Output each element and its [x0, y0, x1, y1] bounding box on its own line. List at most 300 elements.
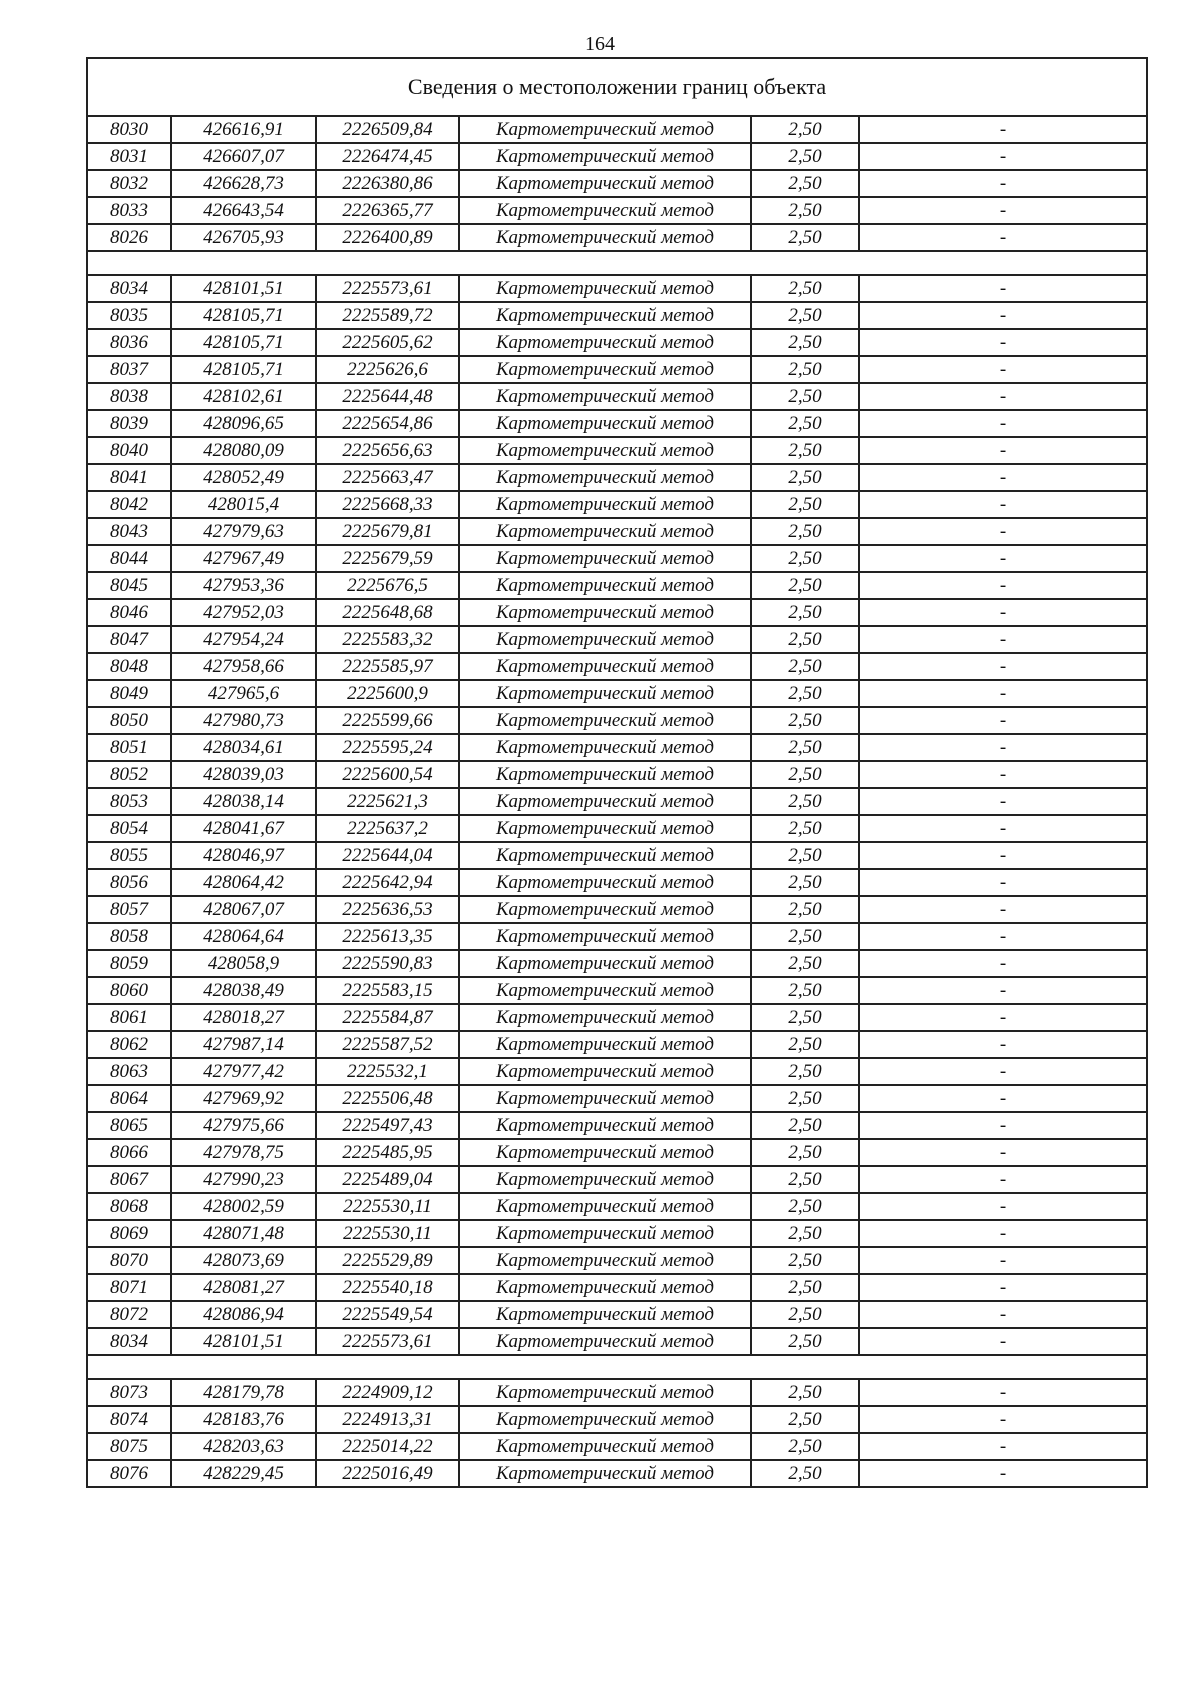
method-cell: Картометрический метод	[459, 1085, 751, 1112]
point-number-cell: 8039	[87, 410, 171, 437]
description-cell: -	[859, 653, 1147, 680]
y-coordinate-cell: 2225644,48	[316, 383, 459, 410]
x-coordinate-cell: 428183,76	[171, 1406, 316, 1433]
point-number-cell: 8057	[87, 896, 171, 923]
table-row	[87, 1301, 1147, 1328]
description-cell: -	[859, 383, 1147, 410]
x-coordinate-cell: 427958,66	[171, 653, 316, 680]
method-cell: Картометрический метод	[459, 170, 751, 197]
x-coordinate-cell: 427965,6	[171, 680, 316, 707]
description-cell: -	[859, 224, 1147, 251]
point-number-cell: 8040	[87, 437, 171, 464]
y-coordinate-cell: 2225532,1	[316, 1058, 459, 1085]
x-coordinate-cell: 428064,64	[171, 923, 316, 950]
group-separator-row	[87, 1355, 1147, 1379]
table-row	[87, 1139, 1147, 1166]
x-coordinate-cell: 428038,49	[171, 977, 316, 1004]
description-cell: -	[859, 116, 1147, 143]
method-cell: Картометрический метод	[459, 1058, 751, 1085]
method-cell: Картометрический метод	[459, 1193, 751, 1220]
y-coordinate-cell: 2225605,62	[316, 329, 459, 356]
method-cell: Картометрический метод	[459, 1139, 751, 1166]
y-coordinate-cell: 2225642,94	[316, 869, 459, 896]
description-cell: -	[859, 626, 1147, 653]
table-row	[87, 116, 1147, 143]
x-coordinate-cell: 428067,07	[171, 896, 316, 923]
point-number-cell: 8034	[87, 1328, 171, 1355]
point-number-cell: 8036	[87, 329, 171, 356]
method-cell: Картометрический метод	[459, 950, 751, 977]
method-cell: Картометрический метод	[459, 464, 751, 491]
table-row	[87, 410, 1147, 437]
table-row	[87, 815, 1147, 842]
point-number-cell: 8048	[87, 653, 171, 680]
table-row	[87, 1058, 1147, 1085]
x-coordinate-cell: 427979,63	[171, 518, 316, 545]
point-number-cell: 8037	[87, 356, 171, 383]
method-cell: Картометрический метод	[459, 143, 751, 170]
y-coordinate-cell: 2225668,33	[316, 491, 459, 518]
table-row	[87, 896, 1147, 923]
description-cell: -	[859, 1220, 1147, 1247]
point-number-cell: 8073	[87, 1379, 171, 1406]
y-coordinate-cell: 2225584,87	[316, 1004, 459, 1031]
accuracy-cell: 2,50	[751, 437, 859, 464]
accuracy-cell: 2,50	[751, 197, 859, 224]
x-coordinate-cell: 428073,69	[171, 1247, 316, 1274]
method-cell: Картометрический метод	[459, 1004, 751, 1031]
y-coordinate-cell: 2225656,63	[316, 437, 459, 464]
description-cell: -	[859, 923, 1147, 950]
method-cell: Картометрический метод	[459, 734, 751, 761]
x-coordinate-cell: 428071,48	[171, 1220, 316, 1247]
y-coordinate-cell: 2225583,15	[316, 977, 459, 1004]
table-row	[87, 1274, 1147, 1301]
method-cell: Картометрический метод	[459, 197, 751, 224]
accuracy-cell: 2,50	[751, 170, 859, 197]
accuracy-cell: 2,50	[751, 572, 859, 599]
description-cell: -	[859, 275, 1147, 302]
y-coordinate-cell: 2225589,72	[316, 302, 459, 329]
x-coordinate-cell: 427967,49	[171, 545, 316, 572]
x-coordinate-cell: 426607,07	[171, 143, 316, 170]
point-number-cell: 8026	[87, 224, 171, 251]
method-cell: Картометрический метод	[459, 1406, 751, 1433]
method-cell: Картометрический метод	[459, 1379, 751, 1406]
table-row	[87, 1406, 1147, 1433]
x-coordinate-cell: 427954,24	[171, 626, 316, 653]
y-coordinate-cell: 2225585,97	[316, 653, 459, 680]
description-cell: -	[859, 1274, 1147, 1301]
description-cell: -	[859, 599, 1147, 626]
y-coordinate-cell: 2225529,89	[316, 1247, 459, 1274]
accuracy-cell: 2,50	[751, 842, 859, 869]
method-cell: Картометрический метод	[459, 410, 751, 437]
description-cell: -	[859, 1166, 1147, 1193]
table-row	[87, 224, 1147, 251]
accuracy-cell: 2,50	[751, 626, 859, 653]
table-row	[87, 1379, 1147, 1406]
table-row	[87, 1004, 1147, 1031]
description-cell: -	[859, 1379, 1147, 1406]
point-number-cell: 8034	[87, 275, 171, 302]
y-coordinate-cell: 2225600,9	[316, 680, 459, 707]
y-coordinate-cell: 2225663,47	[316, 464, 459, 491]
y-coordinate-cell: 2225600,54	[316, 761, 459, 788]
group-separator	[87, 251, 1147, 275]
y-coordinate-cell: 2225595,24	[316, 734, 459, 761]
table-row	[87, 1247, 1147, 1274]
y-coordinate-cell: 2225016,49	[316, 1460, 459, 1487]
method-cell: Картометрический метод	[459, 680, 751, 707]
point-number-cell: 8074	[87, 1406, 171, 1433]
point-number-cell: 8072	[87, 1301, 171, 1328]
accuracy-cell: 2,50	[751, 329, 859, 356]
y-coordinate-cell: 2225679,81	[316, 518, 459, 545]
description-cell: -	[859, 707, 1147, 734]
y-coordinate-cell: 2225590,83	[316, 950, 459, 977]
accuracy-cell: 2,50	[751, 923, 859, 950]
y-coordinate-cell: 2225540,18	[316, 1274, 459, 1301]
accuracy-cell: 2,50	[751, 545, 859, 572]
method-cell: Картометрический метод	[459, 1112, 751, 1139]
x-coordinate-cell: 428105,71	[171, 356, 316, 383]
x-coordinate-cell: 428179,78	[171, 1379, 316, 1406]
table-row	[87, 599, 1147, 626]
point-number-cell: 8066	[87, 1139, 171, 1166]
description-cell: -	[859, 842, 1147, 869]
accuracy-cell: 2,50	[751, 1139, 859, 1166]
group-separator	[87, 1355, 1147, 1379]
point-number-cell: 8060	[87, 977, 171, 1004]
description-cell: -	[859, 329, 1147, 356]
table-row	[87, 1460, 1147, 1487]
point-number-cell: 8067	[87, 1166, 171, 1193]
y-coordinate-cell: 2226400,89	[316, 224, 459, 251]
x-coordinate-cell: 428102,61	[171, 383, 316, 410]
table-row	[87, 1328, 1147, 1355]
description-cell: -	[859, 143, 1147, 170]
table-row	[87, 1220, 1147, 1247]
table-row	[87, 356, 1147, 383]
description-cell: -	[859, 1085, 1147, 1112]
x-coordinate-cell: 428096,65	[171, 410, 316, 437]
x-coordinate-cell: 428105,71	[171, 302, 316, 329]
method-cell: Картометрический метод	[459, 1031, 751, 1058]
point-number-cell: 8056	[87, 869, 171, 896]
accuracy-cell: 2,50	[751, 224, 859, 251]
description-cell: -	[859, 572, 1147, 599]
accuracy-cell: 2,50	[751, 143, 859, 170]
description-cell: -	[859, 1112, 1147, 1139]
x-coordinate-cell: 428101,51	[171, 275, 316, 302]
y-coordinate-cell: 2225014,22	[316, 1433, 459, 1460]
x-coordinate-cell: 426616,91	[171, 116, 316, 143]
x-coordinate-cell: 428015,4	[171, 491, 316, 518]
accuracy-cell: 2,50	[751, 653, 859, 680]
table-row	[87, 1085, 1147, 1112]
table-row	[87, 950, 1147, 977]
x-coordinate-cell: 428018,27	[171, 1004, 316, 1031]
y-coordinate-cell: 2225583,32	[316, 626, 459, 653]
point-number-cell: 8051	[87, 734, 171, 761]
x-coordinate-cell: 426628,73	[171, 170, 316, 197]
y-coordinate-cell: 2226474,45	[316, 143, 459, 170]
table-row	[87, 491, 1147, 518]
y-coordinate-cell: 2226509,84	[316, 116, 459, 143]
y-coordinate-cell: 2225637,2	[316, 815, 459, 842]
x-coordinate-cell: 427953,36	[171, 572, 316, 599]
x-coordinate-cell: 428086,94	[171, 1301, 316, 1328]
point-number-cell: 8069	[87, 1220, 171, 1247]
table-row	[87, 869, 1147, 896]
point-number-cell: 8047	[87, 626, 171, 653]
method-cell: Картометрический метод	[459, 1328, 751, 1355]
method-cell: Картометрический метод	[459, 437, 751, 464]
method-cell: Картометрический метод	[459, 626, 751, 653]
point-number-cell: 8068	[87, 1193, 171, 1220]
method-cell: Картометрический метод	[459, 761, 751, 788]
point-number-cell: 8055	[87, 842, 171, 869]
method-cell: Картометрический метод	[459, 1166, 751, 1193]
description-cell: -	[859, 302, 1147, 329]
point-number-cell: 8038	[87, 383, 171, 410]
accuracy-cell: 2,50	[751, 518, 859, 545]
description-cell: -	[859, 1406, 1147, 1433]
table-body	[87, 58, 1147, 1487]
description-cell: -	[859, 1247, 1147, 1274]
description-cell: -	[859, 896, 1147, 923]
table-row	[87, 383, 1147, 410]
x-coordinate-cell: 428041,67	[171, 815, 316, 842]
accuracy-cell: 2,50	[751, 1460, 859, 1487]
point-number-cell: 8035	[87, 302, 171, 329]
accuracy-cell: 2,50	[751, 1004, 859, 1031]
method-cell: Картометрический метод	[459, 599, 751, 626]
accuracy-cell: 2,50	[751, 116, 859, 143]
table-row	[87, 1166, 1147, 1193]
description-cell: -	[859, 869, 1147, 896]
description-cell: -	[859, 734, 1147, 761]
point-number-cell: 8033	[87, 197, 171, 224]
table-row	[87, 545, 1147, 572]
method-cell: Картометрический метод	[459, 1220, 751, 1247]
y-coordinate-cell: 2226365,77	[316, 197, 459, 224]
method-cell: Картометрический метод	[459, 302, 751, 329]
accuracy-cell: 2,50	[751, 869, 859, 896]
x-coordinate-cell: 427977,42	[171, 1058, 316, 1085]
point-number-cell: 8050	[87, 707, 171, 734]
point-number-cell: 8062	[87, 1031, 171, 1058]
accuracy-cell: 2,50	[751, 275, 859, 302]
accuracy-cell: 2,50	[751, 410, 859, 437]
boundary-coordinates-table	[86, 57, 1148, 1488]
x-coordinate-cell: 427952,03	[171, 599, 316, 626]
point-number-cell: 8076	[87, 1460, 171, 1487]
y-coordinate-cell: 2225636,53	[316, 896, 459, 923]
x-coordinate-cell: 428052,49	[171, 464, 316, 491]
y-coordinate-cell: 2225613,35	[316, 923, 459, 950]
x-coordinate-cell: 428105,71	[171, 329, 316, 356]
method-cell: Картометрический метод	[459, 329, 751, 356]
point-number-cell: 8042	[87, 491, 171, 518]
method-cell: Картометрический метод	[459, 869, 751, 896]
description-cell: -	[859, 437, 1147, 464]
table-row	[87, 734, 1147, 761]
method-cell: Картометрический метод	[459, 224, 751, 251]
x-coordinate-cell: 428038,14	[171, 788, 316, 815]
table-row	[87, 680, 1147, 707]
x-coordinate-cell: 427990,23	[171, 1166, 316, 1193]
accuracy-cell: 2,50	[751, 1193, 859, 1220]
y-coordinate-cell: 2225489,04	[316, 1166, 459, 1193]
table-row	[87, 788, 1147, 815]
description-cell: -	[859, 170, 1147, 197]
group-separator-row	[87, 251, 1147, 275]
table-row	[87, 464, 1147, 491]
description-cell: -	[859, 491, 1147, 518]
description-cell: -	[859, 1460, 1147, 1487]
accuracy-cell: 2,50	[751, 707, 859, 734]
accuracy-cell: 2,50	[751, 1031, 859, 1058]
description-cell: -	[859, 977, 1147, 1004]
table-row	[87, 1031, 1147, 1058]
x-coordinate-cell: 428101,51	[171, 1328, 316, 1355]
table-row	[87, 329, 1147, 356]
y-coordinate-cell: 2225676,5	[316, 572, 459, 599]
x-coordinate-cell: 428039,03	[171, 761, 316, 788]
accuracy-cell: 2,50	[751, 1433, 859, 1460]
table-row	[87, 302, 1147, 329]
description-cell: -	[859, 950, 1147, 977]
point-number-cell: 8063	[87, 1058, 171, 1085]
point-number-cell: 8041	[87, 464, 171, 491]
method-cell: Картометрический метод	[459, 707, 751, 734]
description-cell: -	[859, 1031, 1147, 1058]
x-coordinate-cell: 428203,63	[171, 1433, 316, 1460]
y-coordinate-cell: 2225497,43	[316, 1112, 459, 1139]
description-cell: -	[859, 1328, 1147, 1355]
y-coordinate-cell: 2225573,61	[316, 275, 459, 302]
table-row	[87, 518, 1147, 545]
accuracy-cell: 2,50	[751, 491, 859, 518]
table-row	[87, 626, 1147, 653]
accuracy-cell: 2,50	[751, 761, 859, 788]
y-coordinate-cell: 2225506,48	[316, 1085, 459, 1112]
description-cell: -	[859, 761, 1147, 788]
x-coordinate-cell: 427980,73	[171, 707, 316, 734]
point-number-cell: 8044	[87, 545, 171, 572]
table-title: Сведения о местоположении границ объекта	[87, 58, 1147, 116]
table-row	[87, 842, 1147, 869]
x-coordinate-cell: 427978,75	[171, 1139, 316, 1166]
table-row	[87, 1433, 1147, 1460]
x-coordinate-cell: 428058,9	[171, 950, 316, 977]
method-cell: Картометрический метод	[459, 275, 751, 302]
method-cell: Картометрический метод	[459, 383, 751, 410]
y-coordinate-cell: 2225626,6	[316, 356, 459, 383]
table-row	[87, 437, 1147, 464]
accuracy-cell: 2,50	[751, 734, 859, 761]
x-coordinate-cell: 427969,92	[171, 1085, 316, 1112]
accuracy-cell: 2,50	[751, 1328, 859, 1355]
description-cell: -	[859, 464, 1147, 491]
description-cell: -	[859, 197, 1147, 224]
table-row	[87, 977, 1147, 1004]
method-cell: Картометрический метод	[459, 977, 751, 1004]
table-row	[87, 197, 1147, 224]
y-coordinate-cell: 2225587,52	[316, 1031, 459, 1058]
y-coordinate-cell: 2225549,54	[316, 1301, 459, 1328]
accuracy-cell: 2,50	[751, 1166, 859, 1193]
x-coordinate-cell: 426705,93	[171, 224, 316, 251]
x-coordinate-cell: 428034,61	[171, 734, 316, 761]
description-cell: -	[859, 815, 1147, 842]
point-number-cell: 8061	[87, 1004, 171, 1031]
accuracy-cell: 2,50	[751, 383, 859, 410]
accuracy-cell: 2,50	[751, 788, 859, 815]
table-row	[87, 761, 1147, 788]
x-coordinate-cell: 428229,45	[171, 1460, 316, 1487]
x-coordinate-cell: 428046,97	[171, 842, 316, 869]
table-row	[87, 923, 1147, 950]
point-number-cell: 8043	[87, 518, 171, 545]
description-cell: -	[859, 1004, 1147, 1031]
table-row	[87, 143, 1147, 170]
page-number: 164	[585, 33, 615, 55]
description-cell: -	[859, 518, 1147, 545]
point-number-cell: 8045	[87, 572, 171, 599]
method-cell: Картометрический метод	[459, 1247, 751, 1274]
x-coordinate-cell: 428064,42	[171, 869, 316, 896]
table-row	[87, 707, 1147, 734]
y-coordinate-cell: 2225530,11	[316, 1193, 459, 1220]
table-title-row	[87, 58, 1147, 116]
method-cell: Картометрический метод	[459, 842, 751, 869]
table-row	[87, 572, 1147, 599]
accuracy-cell: 2,50	[751, 302, 859, 329]
description-cell: -	[859, 356, 1147, 383]
accuracy-cell: 2,50	[751, 1058, 859, 1085]
accuracy-cell: 2,50	[751, 1274, 859, 1301]
description-cell: -	[859, 1193, 1147, 1220]
point-number-cell: 8058	[87, 923, 171, 950]
accuracy-cell: 2,50	[751, 680, 859, 707]
accuracy-cell: 2,50	[751, 896, 859, 923]
description-cell: -	[859, 1058, 1147, 1085]
method-cell: Картометрический метод	[459, 356, 751, 383]
accuracy-cell: 2,50	[751, 599, 859, 626]
y-coordinate-cell: 2225679,59	[316, 545, 459, 572]
x-coordinate-cell: 427975,66	[171, 1112, 316, 1139]
method-cell: Картометрический метод	[459, 896, 751, 923]
point-number-cell: 8059	[87, 950, 171, 977]
table-row	[87, 653, 1147, 680]
method-cell: Картометрический метод	[459, 788, 751, 815]
accuracy-cell: 2,50	[751, 464, 859, 491]
table-row	[87, 170, 1147, 197]
accuracy-cell: 2,50	[751, 356, 859, 383]
point-number-cell: 8071	[87, 1274, 171, 1301]
description-cell: -	[859, 410, 1147, 437]
y-coordinate-cell: 2225485,95	[316, 1139, 459, 1166]
description-cell: -	[859, 1301, 1147, 1328]
description-cell: -	[859, 1139, 1147, 1166]
point-number-cell: 8065	[87, 1112, 171, 1139]
point-number-cell: 8054	[87, 815, 171, 842]
method-cell: Картометрический метод	[459, 653, 751, 680]
x-coordinate-cell: 428080,09	[171, 437, 316, 464]
